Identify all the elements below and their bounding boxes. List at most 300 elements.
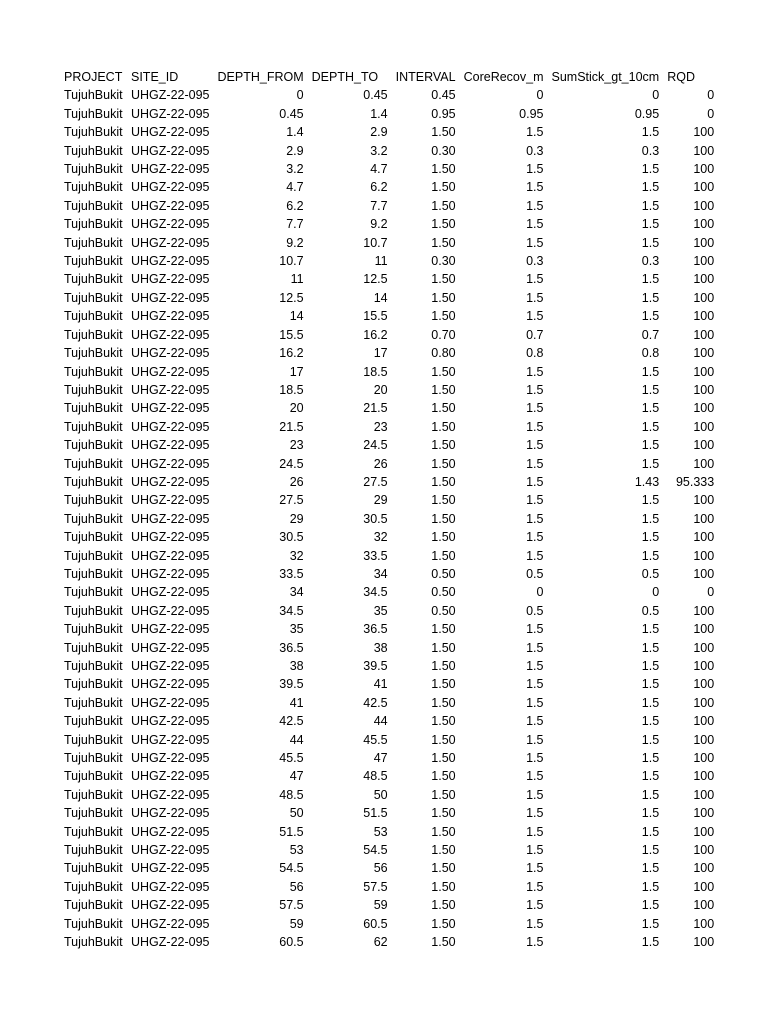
rqd-cell: 100: [693, 382, 715, 397]
depth-to-cell: 20: [373, 382, 388, 397]
interval-cell: 1.50: [431, 217, 456, 232]
rqd-cell: 100: [693, 787, 715, 802]
project-cell: TujuhBukit: [64, 935, 123, 950]
core-recovery-cell: 1.5: [526, 806, 544, 821]
depth-from-cell: 51.5: [279, 824, 304, 839]
rqd-cell: 100: [693, 640, 715, 655]
rqd-cell: 100: [693, 548, 715, 563]
interval-cell: 1.50: [431, 677, 456, 692]
interval-cell: 1.50: [431, 714, 456, 729]
rqd-cell: 100: [693, 751, 715, 766]
sum-stick-cell: 0.3: [641, 254, 660, 269]
interval-cell: 1.50: [431, 898, 456, 913]
core-recovery-cell: 0.3: [526, 143, 544, 158]
depth-from-cell: 41: [289, 695, 304, 710]
site-id-cell: UHGZ-22-095: [131, 714, 210, 729]
table-row: [60, 178, 718, 196]
project-cell: TujuhBukit: [64, 806, 123, 821]
rqd-cell: 100: [693, 272, 715, 287]
table-row: [60, 731, 718, 749]
sum-stick-cell: 1.5: [641, 879, 660, 894]
depth-from-cell: 36.5: [279, 640, 304, 655]
project-cell: TujuhBukit: [64, 474, 123, 489]
project-cell: TujuhBukit: [64, 659, 123, 673]
sum-stick-cell: 1.5: [641, 677, 660, 692]
depth-from-cell: 24.5: [279, 456, 304, 471]
interval-cell: 1.50: [431, 879, 456, 894]
depth-from-cell: 0.45: [279, 106, 304, 121]
depth-from-cell: 45.5: [279, 751, 304, 766]
table-row: [60, 786, 718, 804]
core-recovery-cell: 1.5: [526, 180, 544, 195]
sum-stick-cell: 1.5: [641, 493, 660, 508]
interval-cell: 1.50: [431, 787, 456, 802]
site-id-cell: UHGZ-22-095: [131, 640, 210, 655]
rqd-cell: 100: [693, 401, 715, 416]
depth-from-cell: 27.5: [279, 493, 304, 508]
depth-to-cell: 1.4: [370, 106, 388, 121]
sum-stick-cell: 1.5: [641, 272, 660, 287]
sum-stick-cell: 0.3: [641, 143, 660, 158]
depth-from-cell: 56: [289, 879, 304, 894]
rqd-cell: 100: [693, 438, 715, 453]
table-row: [60, 657, 718, 675]
depth-to-cell: 62: [373, 935, 388, 950]
table-row: [60, 915, 718, 933]
core-recovery-cell: 1.5: [526, 843, 544, 858]
depth-to-cell: 4.7: [370, 162, 388, 177]
table-row: [60, 620, 718, 638]
rqd-cell: 100: [693, 935, 715, 950]
rqd-cell: 100: [693, 162, 715, 177]
table-row: [60, 804, 718, 822]
sum-stick-cell: 1.5: [641, 806, 660, 821]
table-row: [60, 418, 718, 436]
project-cell: TujuhBukit: [64, 217, 123, 232]
table-row: [60, 142, 718, 160]
depth-from-cell: 32: [289, 548, 304, 563]
site-id-cell: UHGZ-22-095: [131, 272, 210, 287]
project-cell: TujuhBukit: [64, 290, 123, 305]
sum-stick-cell: 1.5: [641, 769, 660, 784]
table-row: [60, 675, 718, 693]
rqd-cell: 100: [693, 622, 715, 637]
table-row: [60, 583, 718, 601]
depth-to-cell: 34.5: [363, 585, 388, 600]
site-id-cell: UHGZ-22-095: [131, 585, 210, 600]
core-recovery-cell: 1.5: [526, 456, 544, 471]
sum-stick-cell: 1.5: [641, 364, 660, 379]
site-id-cell: UHGZ-22-095: [131, 695, 210, 710]
core-recovery-cell: 1.5: [526, 769, 544, 784]
table-row: [60, 399, 718, 417]
table-row: [60, 234, 718, 252]
rqd-cell: 100: [693, 566, 715, 581]
interval-cell: 1.50: [431, 548, 456, 563]
interval-cell: 1.50: [431, 162, 456, 177]
sum-stick-cell: 1.5: [641, 548, 660, 563]
depth-to-cell: 32: [373, 530, 388, 545]
interval-cell: 1.50: [431, 309, 456, 324]
depth-to-cell: 14: [373, 290, 388, 305]
sum-stick-cell: 1.5: [641, 824, 660, 839]
project-cell: TujuhBukit: [64, 824, 123, 839]
column-header-project: PROJECT: [64, 70, 123, 84]
depth-to-cell: 60.5: [363, 916, 388, 931]
depth-to-cell: 44: [373, 714, 388, 729]
depth-to-cell: 10.7: [363, 235, 388, 250]
interval-cell: 1.50: [431, 198, 456, 213]
project-cell: TujuhBukit: [64, 566, 123, 581]
interval-cell: 1.50: [431, 769, 456, 784]
interval-cell: 1.50: [431, 419, 456, 434]
depth-from-cell: 50: [289, 806, 304, 821]
interval-cell: 1.50: [431, 511, 456, 526]
project-cell: TujuhBukit: [64, 585, 123, 600]
column-header-site-id: SITE_ID: [131, 70, 179, 84]
depth-from-cell: 33.5: [279, 566, 304, 581]
table-row: [60, 528, 718, 546]
sum-stick-cell: 1.5: [641, 714, 660, 729]
site-id-cell: UHGZ-22-095: [131, 327, 210, 342]
table-row: [60, 823, 718, 841]
depth-from-cell: 47: [289, 769, 304, 784]
site-id-cell: UHGZ-22-095: [131, 125, 210, 140]
depth-to-cell: 39.5: [363, 659, 388, 673]
rqd-cell: 100: [693, 364, 715, 379]
interval-cell: 1.50: [431, 751, 456, 766]
sum-stick-cell: 1.5: [641, 659, 660, 673]
interval-cell: 0.50: [431, 585, 456, 600]
interval-cell: 1.50: [431, 843, 456, 858]
depth-to-cell: 53: [373, 824, 388, 839]
table-row: [60, 933, 718, 951]
interval-cell: 1.50: [431, 695, 456, 710]
depth-from-cell: 18.5: [279, 382, 304, 397]
table-row: [60, 363, 718, 381]
project-cell: TujuhBukit: [64, 254, 123, 269]
depth-from-cell: 1.4: [286, 125, 304, 140]
project-cell: TujuhBukit: [64, 714, 123, 729]
project-cell: TujuhBukit: [64, 861, 123, 876]
interval-cell: 1.50: [431, 290, 456, 305]
depth-to-cell: 24.5: [363, 438, 388, 453]
depth-to-cell: 18.5: [363, 364, 388, 379]
depth-to-cell: 33.5: [363, 548, 388, 563]
depth-from-cell: 57.5: [279, 898, 304, 913]
site-id-cell: UHGZ-22-095: [131, 254, 210, 269]
depth-from-cell: 29: [289, 511, 304, 526]
rqd-cell: 100: [693, 677, 715, 692]
depth-to-cell: 36.5: [363, 622, 388, 637]
rqd-cell: 100: [693, 198, 715, 213]
core-recovery-cell: 1.5: [526, 787, 544, 802]
site-id-cell: UHGZ-22-095: [131, 106, 210, 121]
core-recovery-cell: 1.5: [526, 235, 544, 250]
table-row: [60, 455, 718, 473]
depth-to-cell: 38: [373, 640, 388, 655]
depth-to-cell: 27.5: [363, 474, 388, 489]
sum-stick-cell: 0.95: [634, 106, 660, 121]
table-row: [60, 436, 718, 454]
depth-from-cell: 38: [289, 659, 304, 673]
site-id-cell: UHGZ-22-095: [131, 751, 210, 766]
interval-cell: 1.50: [431, 180, 456, 195]
depth-from-cell: 3.2: [286, 162, 304, 177]
sum-stick-cell: 1.43: [634, 474, 660, 489]
project-cell: TujuhBukit: [64, 88, 123, 103]
core-recovery-cell: 1.5: [526, 659, 544, 673]
core-recovery-cell: 1.5: [526, 290, 544, 305]
depth-from-cell: 42.5: [279, 714, 304, 729]
core-recovery-cell: 1.5: [526, 677, 544, 692]
sum-stick-cell: 1.5: [641, 530, 660, 545]
depth-to-cell: 30.5: [363, 511, 388, 526]
sum-stick-cell: 1.5: [641, 438, 660, 453]
interval-cell: 1.50: [431, 806, 456, 821]
rqd-cell: 100: [693, 309, 715, 324]
table-row: [60, 381, 718, 399]
site-id-cell: UHGZ-22-095: [131, 769, 210, 784]
core-recovery-cell: 0.5: [526, 566, 544, 581]
core-recovery-cell: 1.5: [526, 125, 544, 140]
depth-from-cell: 44: [289, 732, 304, 747]
core-recovery-cell: 1.5: [526, 622, 544, 637]
column-header-core-recovery: CoreRecov_m: [463, 70, 544, 84]
site-id-cell: UHGZ-22-095: [131, 566, 210, 581]
rqd-cell: 100: [693, 180, 715, 195]
sum-stick-cell: 1.5: [641, 309, 660, 324]
table-row: [60, 896, 718, 914]
core-recovery-cell: 1.5: [526, 272, 544, 287]
site-id-cell: UHGZ-22-095: [131, 511, 210, 526]
sum-stick-cell: 0.8: [641, 346, 660, 361]
site-id-cell: UHGZ-22-095: [131, 474, 210, 489]
depth-to-cell: 9.2: [370, 217, 388, 232]
core-recovery-cell: 0: [536, 585, 544, 600]
core-recovery-cell: 1.5: [526, 217, 544, 232]
depth-to-cell: 48.5: [363, 769, 388, 784]
interval-cell: 1.50: [431, 916, 456, 931]
rqd-cell: 95.333: [675, 474, 715, 489]
interval-cell: 1.50: [431, 622, 456, 637]
site-id-cell: UHGZ-22-095: [131, 456, 210, 471]
rqd-cell: 100: [693, 290, 715, 305]
table-row: [60, 767, 718, 785]
table-row: [60, 602, 718, 620]
site-id-cell: UHGZ-22-095: [131, 438, 210, 453]
site-id-cell: UHGZ-22-095: [131, 898, 210, 913]
interval-cell: 1.50: [431, 640, 456, 655]
rqd-cell: 100: [693, 879, 715, 894]
project-cell: TujuhBukit: [64, 364, 123, 379]
depth-to-cell: 21.5: [363, 401, 388, 416]
rqd-cell: 100: [693, 254, 715, 269]
core-recovery-cell: 1.5: [526, 879, 544, 894]
depth-from-cell: 54.5: [279, 861, 304, 876]
interval-cell: 0.30: [431, 143, 456, 158]
sum-stick-cell: 1.5: [641, 843, 660, 858]
depth-from-cell: 15.5: [279, 327, 304, 342]
project-cell: TujuhBukit: [64, 640, 123, 655]
site-id-cell: UHGZ-22-095: [131, 806, 210, 821]
sum-stick-cell: 1.5: [641, 125, 660, 140]
core-recovery-cell: 1.5: [526, 364, 544, 379]
rqd-cell: 100: [693, 327, 715, 342]
core-recovery-cell: 1.5: [526, 824, 544, 839]
core-recovery-cell: 1.5: [526, 438, 544, 453]
project-cell: TujuhBukit: [64, 346, 123, 361]
site-id-cell: UHGZ-22-095: [131, 916, 210, 931]
depth-to-cell: 2.9: [370, 125, 388, 140]
sum-stick-cell: 1.5: [641, 511, 660, 526]
project-cell: TujuhBukit: [64, 548, 123, 563]
project-cell: TujuhBukit: [64, 695, 123, 710]
depth-to-cell: 29: [373, 493, 388, 508]
project-cell: TujuhBukit: [64, 272, 123, 287]
interval-cell: 1.50: [431, 401, 456, 416]
depth-to-cell: 56: [373, 861, 388, 876]
interval-cell: 0.50: [431, 566, 456, 581]
sum-stick-cell: 0.7: [641, 327, 660, 342]
depth-to-cell: 26: [373, 456, 388, 471]
depth-from-cell: 26: [289, 474, 304, 489]
sum-stick-cell: 1.5: [641, 401, 660, 416]
depth-from-cell: 0: [296, 88, 304, 103]
sum-stick-cell: 1.5: [641, 419, 660, 434]
depth-from-cell: 12.5: [279, 290, 304, 305]
sum-stick-cell: 1.5: [641, 180, 660, 195]
rqd-cell: 100: [693, 659, 715, 673]
depth-to-cell: 54.5: [363, 843, 388, 858]
table-row: [60, 859, 718, 877]
core-recovery-cell: 1.5: [526, 162, 544, 177]
project-cell: TujuhBukit: [64, 898, 123, 913]
rqd-cell: 100: [693, 769, 715, 784]
table-row: [60, 473, 718, 491]
sum-stick-cell: 1.5: [641, 217, 660, 232]
depth-to-cell: 50: [373, 787, 388, 802]
table-row: [60, 510, 718, 528]
core-recovery-cell: 1.5: [526, 474, 544, 489]
depth-from-cell: 10.7: [279, 254, 304, 269]
depth-from-cell: 2.9: [286, 143, 304, 158]
project-cell: TujuhBukit: [64, 751, 123, 766]
interval-cell: 0.30: [431, 254, 456, 269]
interval-cell: 1.50: [431, 659, 456, 673]
project-cell: TujuhBukit: [64, 162, 123, 177]
site-id-cell: UHGZ-22-095: [131, 603, 210, 618]
core-recovery-cell: 1.5: [526, 198, 544, 213]
project-cell: TujuhBukit: [64, 419, 123, 434]
rqd-cell: 100: [693, 125, 715, 140]
column-header-sum-stick: SumStick_gt_10cm: [551, 70, 660, 84]
core-recovery-cell: 1.5: [526, 935, 544, 950]
site-id-cell: UHGZ-22-095: [131, 198, 210, 213]
depth-to-cell: 11: [374, 254, 388, 269]
core-recovery-cell: 0.7: [526, 327, 544, 342]
depth-from-cell: 48.5: [279, 787, 304, 802]
depth-to-cell: 59: [373, 898, 388, 913]
sum-stick-cell: 1.5: [641, 787, 660, 802]
rqd-cell: 100: [693, 419, 715, 434]
rqd-cell: 100: [693, 916, 715, 931]
interval-cell: 0.80: [431, 346, 456, 361]
depth-from-cell: 20: [289, 401, 304, 416]
depth-to-cell: 45.5: [363, 732, 388, 747]
sum-stick-cell: 0: [652, 88, 660, 103]
site-id-cell: UHGZ-22-095: [131, 162, 210, 177]
project-cell: TujuhBukit: [64, 438, 123, 453]
core-recovery-cell: 1.5: [526, 493, 544, 508]
table-row: [60, 547, 718, 565]
sum-stick-cell: 1.5: [641, 898, 660, 913]
project-cell: TujuhBukit: [64, 456, 123, 471]
depth-to-cell: 0.45: [363, 88, 388, 103]
site-id-cell: UHGZ-22-095: [131, 659, 210, 673]
interval-cell: 1.50: [431, 530, 456, 545]
core-recovery-cell: 1.5: [526, 861, 544, 876]
site-id-cell: UHGZ-22-095: [131, 309, 210, 324]
site-id-cell: UHGZ-22-095: [131, 290, 210, 305]
core-recovery-cell: 1.5: [526, 732, 544, 747]
table-row: [60, 252, 718, 270]
site-id-cell: UHGZ-22-095: [131, 622, 210, 637]
depth-to-cell: 42.5: [363, 695, 388, 710]
rqd-cell: 100: [693, 143, 715, 158]
site-id-cell: UHGZ-22-095: [131, 879, 210, 894]
core-recovery-cell: 1.5: [526, 401, 544, 416]
depth-to-cell: 12.5: [363, 272, 388, 287]
site-id-cell: UHGZ-22-095: [131, 180, 210, 195]
project-cell: TujuhBukit: [64, 879, 123, 894]
table-row: [60, 326, 718, 344]
core-recovery-cell: 1.5: [526, 530, 544, 545]
sum-stick-cell: 1.5: [641, 916, 660, 931]
depth-from-cell: 39.5: [279, 677, 304, 692]
sum-stick-cell: 1.5: [641, 732, 660, 747]
rqd-cell: 100: [693, 861, 715, 876]
table-row: [60, 694, 718, 712]
depth-to-cell: 7.7: [370, 198, 388, 213]
depth-to-cell: 23: [373, 419, 388, 434]
site-id-cell: UHGZ-22-095: [131, 824, 210, 839]
table-row: [60, 344, 718, 362]
core-recovery-cell: 1.5: [526, 695, 544, 710]
sum-stick-cell: 1.5: [641, 198, 660, 213]
core-recovery-cell: 1.5: [526, 898, 544, 913]
depth-to-cell: 3.2: [370, 143, 388, 158]
project-cell: TujuhBukit: [64, 622, 123, 637]
sum-stick-cell: 1.5: [641, 935, 660, 950]
depth-from-cell: 7.7: [286, 217, 304, 232]
project-cell: TujuhBukit: [64, 180, 123, 195]
interval-cell: 0.45: [431, 88, 456, 103]
site-id-cell: UHGZ-22-095: [131, 935, 210, 950]
rqd-cell: 0: [707, 106, 715, 121]
core-recovery-cell: 0.3: [526, 254, 544, 269]
column-header-depth-to: DEPTH_TO: [311, 70, 379, 84]
rqd-cell: 100: [693, 493, 715, 508]
rqd-cell: 100: [693, 530, 715, 545]
table-row: [60, 878, 718, 896]
site-id-cell: UHGZ-22-095: [131, 419, 210, 434]
depth-from-cell: 17: [289, 364, 304, 379]
core-recovery-cell: 1.5: [526, 419, 544, 434]
project-cell: TujuhBukit: [64, 125, 123, 140]
project-cell: TujuhBukit: [64, 106, 123, 121]
sum-stick-cell: 1.5: [641, 751, 660, 766]
